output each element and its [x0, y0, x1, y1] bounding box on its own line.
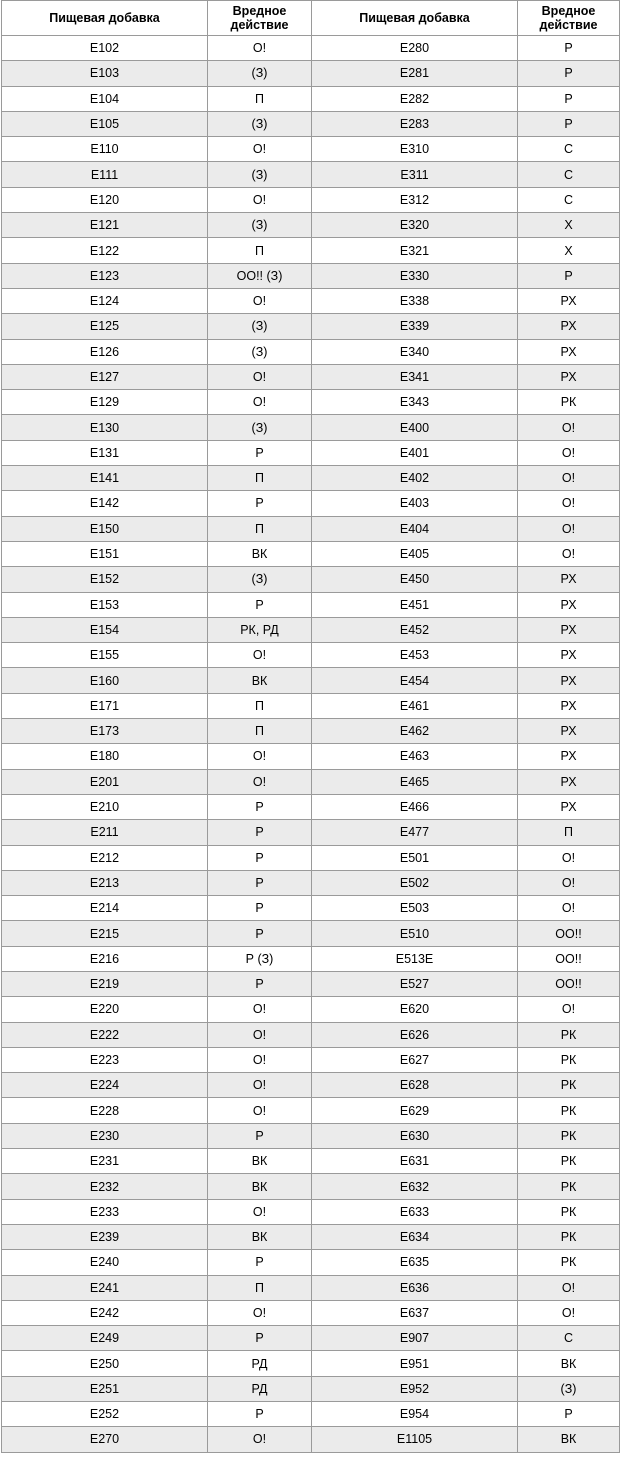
- effect-left: О!: [208, 1047, 312, 1072]
- table-row: [2, 1199, 620, 1224]
- additive-code-left: Е120: [2, 187, 208, 212]
- table-row: [2, 288, 620, 313]
- effect-right: О!: [518, 1300, 620, 1325]
- additive-code-right: Е466: [312, 794, 518, 819]
- table-row: [2, 971, 620, 996]
- additive-code-right: Е628: [312, 1073, 518, 1098]
- effect-left: Р: [208, 794, 312, 819]
- additive-code-left: Е242: [2, 1300, 208, 1325]
- table-row: [2, 1098, 620, 1123]
- additive-code-right: Е280: [312, 36, 518, 61]
- effect-right: Р: [518, 61, 620, 86]
- table-row: [2, 238, 620, 263]
- additive-code-left: Е250: [2, 1351, 208, 1376]
- additive-code-left: Е214: [2, 896, 208, 921]
- effect-right: РХ: [518, 744, 620, 769]
- effect-right: РХ: [518, 719, 620, 744]
- additive-code-left: Е103: [2, 61, 208, 86]
- table-body: [2, 36, 620, 1453]
- additive-code-right: Е954: [312, 1402, 518, 1427]
- additive-code-left: Е121: [2, 213, 208, 238]
- effect-left: Р: [208, 1402, 312, 1427]
- additive-code-right: Е321: [312, 238, 518, 263]
- effect-right: О!: [518, 845, 620, 870]
- effect-right: О!: [518, 491, 620, 516]
- table-row: [2, 1149, 620, 1174]
- additive-code-left: Е223: [2, 1047, 208, 1072]
- additive-code-right: Е951: [312, 1351, 518, 1376]
- effect-left: О!: [208, 187, 312, 212]
- additive-code-right: Е451: [312, 592, 518, 617]
- additive-code-left: Е105: [2, 111, 208, 136]
- effect-right: ОО!!: [518, 971, 620, 996]
- additive-code-left: Е155: [2, 643, 208, 668]
- additive-code-right: Е1105: [312, 1427, 518, 1452]
- additive-code-right: Е403: [312, 491, 518, 516]
- effect-left: О!: [208, 137, 312, 162]
- additive-code-right: Е310: [312, 137, 518, 162]
- additive-code-left: Е160: [2, 668, 208, 693]
- effect-right: РК: [518, 1199, 620, 1224]
- effect-right: (З): [518, 1376, 620, 1401]
- additive-code-right: Е626: [312, 1022, 518, 1047]
- effect-left: (З): [208, 61, 312, 86]
- additive-code-right: Е632: [312, 1174, 518, 1199]
- table-row: [2, 1275, 620, 1300]
- effect-left: Р: [208, 845, 312, 870]
- additive-code-left: Е102: [2, 36, 208, 61]
- additive-code-right: Е400: [312, 415, 518, 440]
- effect-right: О!: [518, 896, 620, 921]
- effect-left: О!: [208, 390, 312, 415]
- effect-left: О!: [208, 1427, 312, 1452]
- table-row: [2, 187, 620, 212]
- effect-right: О!: [518, 541, 620, 566]
- additive-code-right: Е952: [312, 1376, 518, 1401]
- additive-code-left: Е180: [2, 744, 208, 769]
- effect-left: ОО!! (З): [208, 263, 312, 288]
- additive-code-left: Е239: [2, 1224, 208, 1249]
- table-row: [2, 617, 620, 642]
- table-row: [2, 946, 620, 971]
- table-row: [2, 516, 620, 541]
- effect-left: Р: [208, 921, 312, 946]
- additive-code-right: Е631: [312, 1149, 518, 1174]
- effect-left: П: [208, 719, 312, 744]
- effect-left: РД: [208, 1351, 312, 1376]
- additive-code-left: Е142: [2, 491, 208, 516]
- additive-code-right: Е503: [312, 896, 518, 921]
- table-row: [2, 744, 620, 769]
- table-row: [2, 466, 620, 491]
- effect-right: РХ: [518, 364, 620, 389]
- effect-right: РХ: [518, 288, 620, 313]
- effect-right: РК: [518, 1098, 620, 1123]
- effect-left: Р: [208, 971, 312, 996]
- table-row: [2, 1047, 620, 1072]
- effect-right: РХ: [518, 592, 620, 617]
- additive-code-right: Е637: [312, 1300, 518, 1325]
- effect-left: (З): [208, 314, 312, 339]
- effect-right: РХ: [518, 668, 620, 693]
- additive-code-right: Е462: [312, 719, 518, 744]
- effect-right: РХ: [518, 769, 620, 794]
- effect-right: РК: [518, 1174, 620, 1199]
- effect-left: (З): [208, 339, 312, 364]
- effect-right: РК: [518, 1022, 620, 1047]
- effect-left: П: [208, 693, 312, 718]
- effect-right: ВК: [518, 1351, 620, 1376]
- effect-right: О!: [518, 870, 620, 895]
- additive-code-left: Е240: [2, 1250, 208, 1275]
- additive-code-right: Е633: [312, 1199, 518, 1224]
- effect-left: ВК: [208, 541, 312, 566]
- effect-right: Х: [518, 213, 620, 238]
- additive-code-left: Е173: [2, 719, 208, 744]
- additive-code-right: Е343: [312, 390, 518, 415]
- table-row: [2, 592, 620, 617]
- table-row: [2, 1123, 620, 1148]
- effect-right: Х: [518, 238, 620, 263]
- additive-code-left: Е123: [2, 263, 208, 288]
- additive-code-left: Е228: [2, 1098, 208, 1123]
- additive-code-left: Е212: [2, 845, 208, 870]
- additive-code-left: Е270: [2, 1427, 208, 1452]
- effect-right: РХ: [518, 794, 620, 819]
- effect-right: ВК: [518, 1427, 620, 1452]
- effect-left: Р: [208, 896, 312, 921]
- additive-code-right: Е311: [312, 162, 518, 187]
- additive-code-left: Е131: [2, 440, 208, 465]
- additive-code-left: Е124: [2, 288, 208, 313]
- effect-right: РХ: [518, 693, 620, 718]
- additive-code-left: Е129: [2, 390, 208, 415]
- table-row: [2, 1174, 620, 1199]
- table-row: [2, 213, 620, 238]
- header-additive-right: Пищевая добавка: [312, 1, 518, 36]
- table-row: [2, 1351, 620, 1376]
- effect-right: РХ: [518, 314, 620, 339]
- table-row: [2, 36, 620, 61]
- effect-left: Р (З): [208, 946, 312, 971]
- effect-right: РК: [518, 1047, 620, 1072]
- table-row: [2, 921, 620, 946]
- table-row: [2, 364, 620, 389]
- table-row: [2, 794, 620, 819]
- table-row: [2, 820, 620, 845]
- additive-code-left: Е222: [2, 1022, 208, 1047]
- effect-right: РК: [518, 1224, 620, 1249]
- table-row: [2, 896, 620, 921]
- effect-right: Р: [518, 36, 620, 61]
- additive-code-left: Е151: [2, 541, 208, 566]
- additive-code-left: Е231: [2, 1149, 208, 1174]
- additive-code-right: Е513Е: [312, 946, 518, 971]
- effect-left: П: [208, 516, 312, 541]
- table-row: [2, 1073, 620, 1098]
- effect-left: Р: [208, 1326, 312, 1351]
- effect-right: РК: [518, 1149, 620, 1174]
- additive-code-right: Е635: [312, 1250, 518, 1275]
- table-row: [2, 769, 620, 794]
- additive-code-right: Е402: [312, 466, 518, 491]
- table-row: [2, 491, 620, 516]
- table-row: [2, 1326, 620, 1351]
- effect-right: РХ: [518, 567, 620, 592]
- table-row: [2, 719, 620, 744]
- additive-code-left: Е241: [2, 1275, 208, 1300]
- table-row: [2, 440, 620, 465]
- table-header: [2, 1, 620, 36]
- table-row: [2, 137, 620, 162]
- effect-left: О!: [208, 643, 312, 668]
- table-row: [2, 668, 620, 693]
- effect-left: ВК: [208, 1174, 312, 1199]
- additive-code-left: Е150: [2, 516, 208, 541]
- additive-code-right: Е636: [312, 1275, 518, 1300]
- effect-right: Р: [518, 86, 620, 111]
- effect-left: (З): [208, 213, 312, 238]
- table-row: [2, 1224, 620, 1249]
- effect-right: РХ: [518, 339, 620, 364]
- additive-code-right: Е634: [312, 1224, 518, 1249]
- table-row: [2, 1376, 620, 1401]
- additive-code-left: Е127: [2, 364, 208, 389]
- effect-left: О!: [208, 364, 312, 389]
- effect-right: О!: [518, 516, 620, 541]
- effect-right: С: [518, 137, 620, 162]
- table-row: [2, 390, 620, 415]
- additive-code-left: Е216: [2, 946, 208, 971]
- effect-left: (З): [208, 567, 312, 592]
- effect-right: О!: [518, 415, 620, 440]
- effect-right: РХ: [518, 617, 620, 642]
- table-row: [2, 111, 620, 136]
- additive-code-left: Е130: [2, 415, 208, 440]
- effect-left: О!: [208, 1300, 312, 1325]
- effect-left: П: [208, 238, 312, 263]
- additive-code-right: Е405: [312, 541, 518, 566]
- effect-left: (З): [208, 162, 312, 187]
- effect-left: П: [208, 86, 312, 111]
- effect-left: Р: [208, 491, 312, 516]
- additive-code-right: Е281: [312, 61, 518, 86]
- additive-code-right: Е477: [312, 820, 518, 845]
- additive-code-right: Е461: [312, 693, 518, 718]
- additive-code-left: Е126: [2, 339, 208, 364]
- additive-code-right: Е283: [312, 111, 518, 136]
- table-row: [2, 415, 620, 440]
- additive-code-right: Е502: [312, 870, 518, 895]
- effect-right: РК: [518, 390, 620, 415]
- table-row: [2, 845, 620, 870]
- additives-table: [1, 0, 620, 1453]
- header-additive-left: Пищевая добавка: [2, 1, 208, 36]
- additive-code-left: Е213: [2, 870, 208, 895]
- effect-left: РК, РД: [208, 617, 312, 642]
- effect-right: ОО!!: [518, 946, 620, 971]
- effect-left: О!: [208, 1199, 312, 1224]
- effect-right: П: [518, 820, 620, 845]
- effect-left: П: [208, 1275, 312, 1300]
- additive-code-left: Е201: [2, 769, 208, 794]
- effect-right: О!: [518, 466, 620, 491]
- effect-right: С: [518, 187, 620, 212]
- table-row: [2, 1402, 620, 1427]
- effect-right: О!: [518, 440, 620, 465]
- effect-left: О!: [208, 1022, 312, 1047]
- effect-right: РК: [518, 1250, 620, 1275]
- additive-code-left: Е154: [2, 617, 208, 642]
- additive-code-left: Е252: [2, 1402, 208, 1427]
- additive-code-left: Е153: [2, 592, 208, 617]
- table-row: [2, 693, 620, 718]
- additive-code-left: Е104: [2, 86, 208, 111]
- effect-right: С: [518, 162, 620, 187]
- additive-code-right: Е454: [312, 668, 518, 693]
- additive-code-left: Е141: [2, 466, 208, 491]
- effect-left: ВК: [208, 668, 312, 693]
- effect-left: Р: [208, 440, 312, 465]
- effect-left: О!: [208, 769, 312, 794]
- table-row: [2, 997, 620, 1022]
- effect-left: ВК: [208, 1224, 312, 1249]
- table-row: [2, 643, 620, 668]
- additive-code-right: Е450: [312, 567, 518, 592]
- additive-code-right: Е312: [312, 187, 518, 212]
- effect-right: РК: [518, 1123, 620, 1148]
- additive-code-right: Е330: [312, 263, 518, 288]
- table-row: [2, 61, 620, 86]
- effect-right: Р: [518, 1402, 620, 1427]
- additive-code-right: Е338: [312, 288, 518, 313]
- additive-code-left: Е219: [2, 971, 208, 996]
- effect-left: РД: [208, 1376, 312, 1401]
- effect-right: С: [518, 1326, 620, 1351]
- effect-left: (З): [208, 415, 312, 440]
- additive-code-left: Е224: [2, 1073, 208, 1098]
- table-row: [2, 162, 620, 187]
- header-row: [2, 1, 620, 36]
- additive-code-right: Е404: [312, 516, 518, 541]
- additive-code-right: Е340: [312, 339, 518, 364]
- effect-right: Р: [518, 111, 620, 136]
- additive-code-right: Е339: [312, 314, 518, 339]
- table-row: [2, 870, 620, 895]
- effect-left: О!: [208, 744, 312, 769]
- additive-code-right: Е627: [312, 1047, 518, 1072]
- table-row: [2, 86, 620, 111]
- additive-code-left: Е220: [2, 997, 208, 1022]
- effect-right: ОО!!: [518, 921, 620, 946]
- effect-left: (З): [208, 111, 312, 136]
- effect-left: О!: [208, 36, 312, 61]
- additive-code-right: Е463: [312, 744, 518, 769]
- additive-code-right: Е629: [312, 1098, 518, 1123]
- effect-right: РК: [518, 1073, 620, 1098]
- additive-code-right: Е341: [312, 364, 518, 389]
- additive-code-left: Е152: [2, 567, 208, 592]
- additive-code-left: Е171: [2, 693, 208, 718]
- additive-code-right: Е282: [312, 86, 518, 111]
- additive-code-left: Е111: [2, 162, 208, 187]
- effect-left: П: [208, 466, 312, 491]
- effect-left: Р: [208, 1250, 312, 1275]
- table-row: [2, 541, 620, 566]
- effect-left: О!: [208, 1073, 312, 1098]
- additive-code-right: Е620: [312, 997, 518, 1022]
- additive-code-right: Е320: [312, 213, 518, 238]
- effect-right: РХ: [518, 643, 620, 668]
- table-row: [2, 1022, 620, 1047]
- additive-code-right: Е510: [312, 921, 518, 946]
- additive-code-left: Е215: [2, 921, 208, 946]
- effect-left: О!: [208, 997, 312, 1022]
- table-row: [2, 263, 620, 288]
- effect-left: Р: [208, 592, 312, 617]
- table-row: [2, 1427, 620, 1452]
- header-effect-left: Вредное действие: [208, 1, 312, 36]
- additive-code-right: Е452: [312, 617, 518, 642]
- additive-code-left: Е211: [2, 820, 208, 845]
- additive-code-left: Е210: [2, 794, 208, 819]
- additive-code-right: Е401: [312, 440, 518, 465]
- additive-code-right: Е630: [312, 1123, 518, 1148]
- effect-left: ВК: [208, 1149, 312, 1174]
- additive-code-left: Е230: [2, 1123, 208, 1148]
- additive-code-right: Е907: [312, 1326, 518, 1351]
- additive-code-left: Е251: [2, 1376, 208, 1401]
- additive-code-left: Е232: [2, 1174, 208, 1199]
- effect-right: О!: [518, 1275, 620, 1300]
- effect-right: Р: [518, 263, 620, 288]
- additive-code-left: Е125: [2, 314, 208, 339]
- effect-left: Р: [208, 870, 312, 895]
- table-row: [2, 339, 620, 364]
- header-effect-right: Вредное действие: [518, 1, 620, 36]
- additive-code-left: Е110: [2, 137, 208, 162]
- effect-left: Р: [208, 1123, 312, 1148]
- additive-code-left: Е249: [2, 1326, 208, 1351]
- table-row: [2, 314, 620, 339]
- additive-code-right: Е465: [312, 769, 518, 794]
- table-row: [2, 1300, 620, 1325]
- effect-left: Р: [208, 820, 312, 845]
- table-row: [2, 567, 620, 592]
- additive-code-right: Е453: [312, 643, 518, 668]
- additive-code-left: Е233: [2, 1199, 208, 1224]
- effect-left: О!: [208, 1098, 312, 1123]
- effect-right: О!: [518, 997, 620, 1022]
- additive-code-right: Е527: [312, 971, 518, 996]
- additive-code-left: Е122: [2, 238, 208, 263]
- table-row: [2, 1250, 620, 1275]
- additive-code-right: Е501: [312, 845, 518, 870]
- effect-left: О!: [208, 288, 312, 313]
